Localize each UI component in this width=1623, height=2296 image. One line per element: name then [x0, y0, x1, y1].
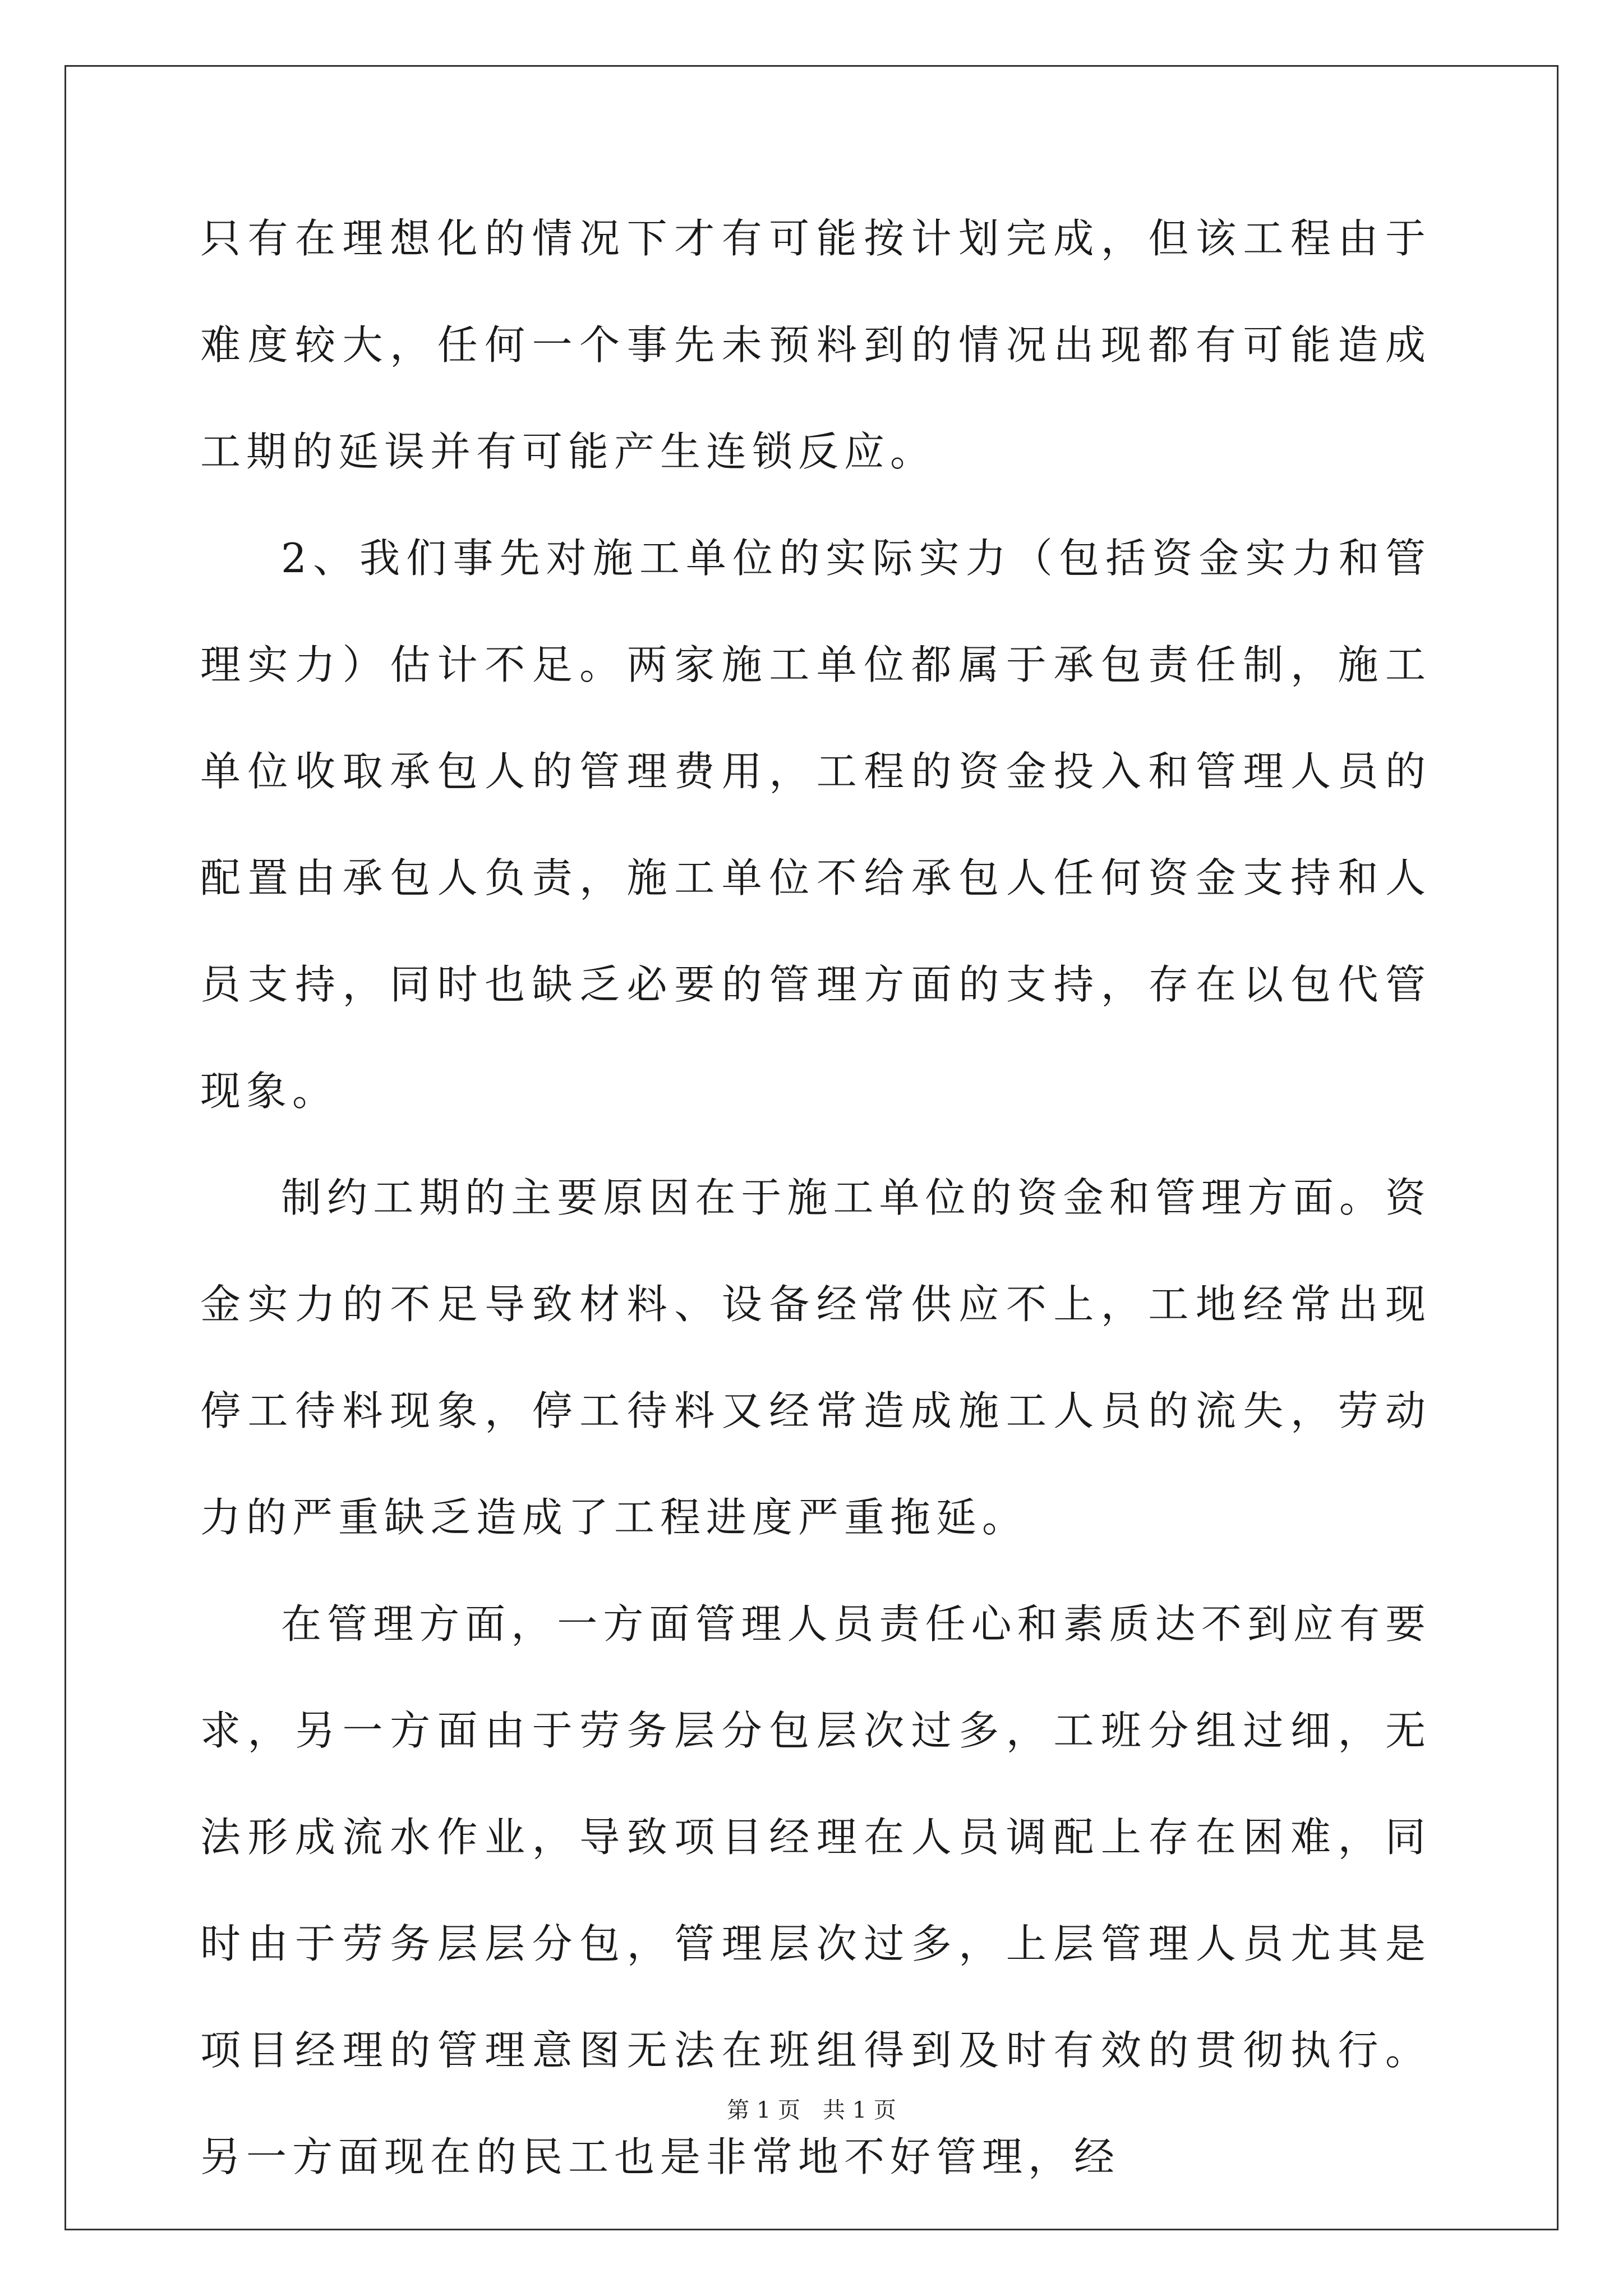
- paragraph-item-2: 2、我们事先对施工单位的实际实力（包括资金实力和管理实力）估计不足。两家施工单位都属于承包责任制，施工单位收取承包人的管理费用，工程的资金投入和管理人员的配置由承包人负责，施工单位不给承包人任何资金支持和人员支持，同时也缺乏必要的管理方面的支持，存在以包代管现象。: [200, 535, 1431, 1115]
- paragraph-schedule-causes: 制约工期的主要原因在于施工单位的资金和管理方面。资金实力的不足导致材料、设备经常供应不上，工地经常出现停工待料现象，停工待料又经常造成施工人员的流失，劳动力的严重缺乏造成了工程进度严重拖延。: [200, 1174, 1431, 1541]
- page-number-footer: 第 1 页 共 1 页: [727, 2097, 896, 2123]
- paragraph-continuation: 只有在理想化的情况下才有可能按计划完成，但该工程由于难度较大，任何一个事先未预料到的情况出现都有可能造成工期的延误并有可能产生连锁反应。: [200, 215, 1431, 475]
- paragraph-management: 在管理方面，一方面管理人员责任心和素质达不到应有要求，另一方面由于劳务层分包层次过多，工班分组过细，无法形成流水作业，导致项目经理在人员调配上存在困难，同时由于劳务层层分包，管理层次过多，上层管理人员尤其是项目经理的管理意图无法在班组得到及时有效的贯彻执行。另一方面现在的民工也是非常地不好管理，经: [200, 1600, 1431, 2180]
- document-body: [200, 185, 1431, 2210]
